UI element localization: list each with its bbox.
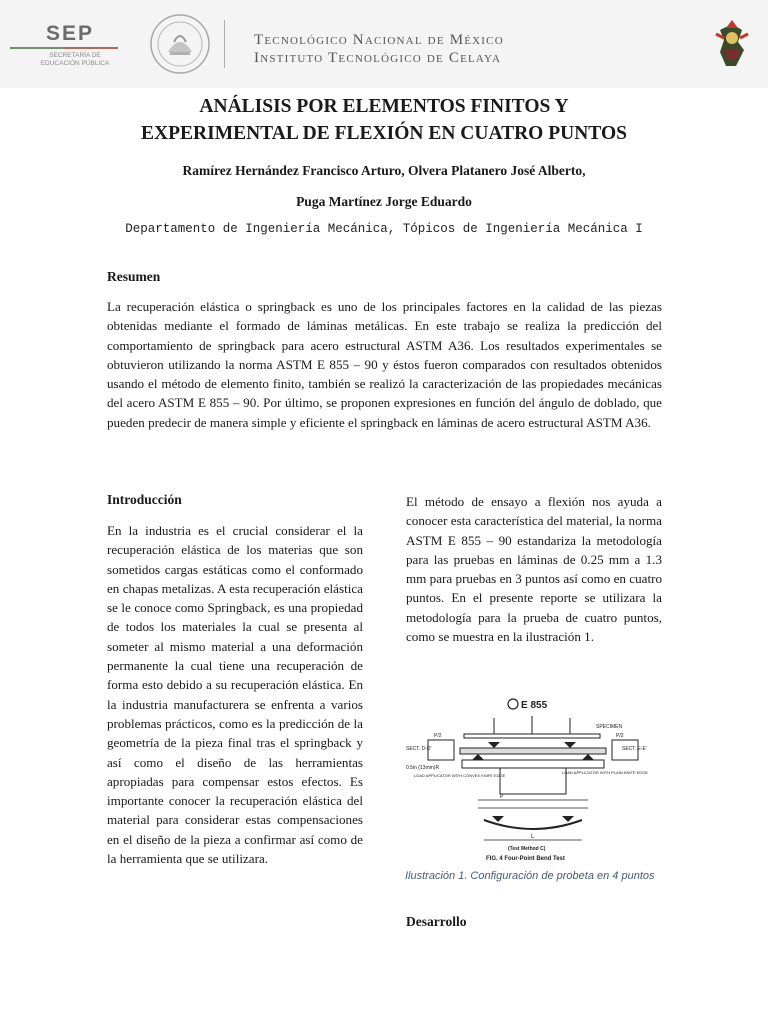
figure-p2-right: P/2	[616, 733, 624, 739]
figure-dim-left: 0.5in (13mm)R	[406, 765, 440, 771]
development-heading: Desarrollo	[406, 914, 467, 929]
figure-dimension-l: L	[531, 834, 535, 840]
astm-logo-icon	[508, 699, 518, 709]
figure-caption: Ilustración 1. Configuración de probeta en 4 puntos	[405, 870, 655, 882]
title-line-2: EXPERIMENTAL DE FLEXIÓN EN CUATRO PUNTOS	[141, 123, 627, 144]
authors-line-2: Puga Martínez Jorge Eduardo	[296, 194, 472, 209]
figure-title: FIG. 4 Four-Point Bend Test	[486, 856, 565, 862]
national-seal-icon	[148, 12, 212, 76]
figure-load-left: LOAD APPLICATOR WITH CONVEX KNIFE EDGE	[414, 773, 506, 778]
sep-logo-text: SEP	[46, 22, 95, 45]
figure-load-right: LOAD APPLICATOR WITH PLAIN KNIFE EDGE	[562, 770, 649, 775]
header-divider	[224, 20, 225, 68]
figure-sect-left: SECT. D-D'	[406, 746, 432, 752]
sep-subtitle: SECRETARÍA DE EDUCACIÓN PÚBLICA	[40, 52, 110, 67]
institution-line-2: Instituto Tecnológico de Celaya	[254, 50, 502, 66]
intro-heading: Introducción	[107, 492, 182, 507]
figure-p2-left: P/2	[434, 733, 442, 739]
four-point-bend-figure	[400, 690, 666, 870]
intro-text: En la industria es el crucial considerar el la recuperación elástica de los materias que son sometidos cargas estáticas como el conformado en chapas metalizas. A esta recuperación elástica se le conoce como Springback, es una propiedad de todos los materiales la cual se presenta al someter al mismo material a una deformación permanente la cual tiene una recuperación de forma esto debido a su recuperación elástica. En la industria manufacturera se enfrenta a varios problemas prácticos, como es la predicción de la geometría de la pieza final tras el springback y así como el diseño de las herramientas apropiadas para compensar estos efectos. Es importante conocer la recuperación elástica del material para considerar estas compensaciones en el diseño de la pieza a confirmar así como de la herramienta que se utilizara.	[107, 523, 363, 867]
department: Departamento de Ingeniería Mecánica, Tópicos de Ingeniería Mecánica I	[125, 222, 643, 236]
title-line-1: ANÁLISIS POR ELEMENTOS FINITOS Y	[199, 96, 569, 117]
institute-mascot-icon	[708, 20, 756, 72]
paper-title	[80, 93, 688, 147]
figure-sect-right: SECT. E-E'	[622, 746, 647, 752]
institution-line-1: Tecnológico Nacional de México	[254, 32, 504, 48]
figure-p-label: P	[500, 794, 504, 800]
authors	[104, 155, 664, 217]
authors-line-1: Ramírez Hernández Francisco Arturo, Olvera Platanero José Alberto,	[182, 163, 586, 178]
figure-standard-label: E 855	[521, 700, 548, 711]
abstract-text: La recuperación elástica o springback es uno de los principales factores en la calidad de las piezas obtenidas mediante el formado de láminas metálicas. En este trabajo se realiza la predicción del comportamiento de springback para acero estructural ASTM A36. Los resultados experimentales se obtuvieron utilizando la norma ASTM E 855 – 90 y éstos fueron comparados con resultados obtenidos usando el método de elemento finito, también se realizó la caracterización de las propiedades mecánicas del acero ASTM E 855 – 90. Por último, se proponen expresiones en función del ángulo de doblado, que pueden predecir de manera simple y eficiente el springback en láminas de acero estructural ASTM A36.	[107, 299, 662, 430]
figure-specimen-label: SPECIMEN	[596, 724, 623, 730]
figure-test-method: (Test Method C)	[508, 846, 546, 852]
method-text: El método de ensayo a flexión nos ayuda a conocer esta característica del material, la norma ASTM E 855 – 90 estandariza la metodología para las pruebas en láminas de 0.25 mm a 1.3 mm para pruebas en 3 puntos así como en cuatro puntos. En el presente reporte se utilizara la metodología para la prueba de cuatro puntos, como se muestra en la ilustración 1.	[406, 494, 662, 645]
abstract-heading: Resumen	[107, 269, 161, 284]
